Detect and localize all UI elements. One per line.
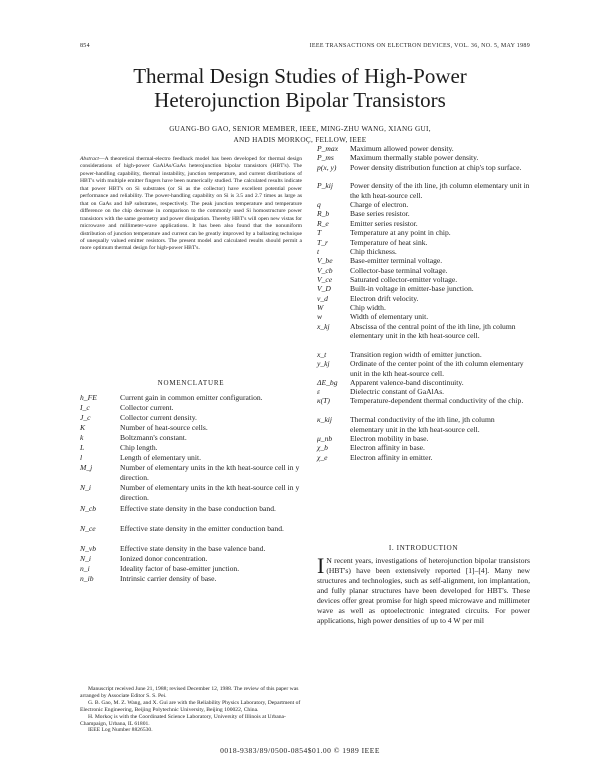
nomenclature-definition: Collector current. (120, 403, 174, 413)
nomenclature-symbol: J_c (80, 413, 91, 423)
nomenclature-symbol: n_i (80, 563, 90, 573)
copyright-line: 0018-9383/89/0500-0854$01.00 © 1989 IEEE (220, 746, 380, 755)
nomenclature-definition: Abscissa of the central point of the ith line, jth column elementary unit in the kth heat-source cell. (350, 321, 516, 341)
nomenclature-symbol: x_t (317, 349, 327, 359)
nomenclature-definition: Temperature-dependent thermal conductivity of the chip. (350, 396, 524, 406)
nomenclature-symbol: W (317, 302, 324, 312)
nomenclature-symbol: P_kij (317, 181, 334, 191)
footnote-log-number: IEEE Log Number 8826530. (88, 727, 153, 734)
nomenclature-definition: Built-in voltage in emitter-base junction. (350, 284, 474, 294)
nomenclature-symbol: κ_kij (317, 415, 333, 425)
nomenclature-definition: Effective state density in the emitter conduction band. (120, 523, 284, 533)
nomenclature-symbol: N_vb (80, 543, 97, 553)
nomenclature-symbol: y_kj (317, 359, 330, 369)
nomenclature-definition: Emitter series resistor. (350, 218, 418, 228)
authors-line-2: AND HADIS MORKOÇ, FELLOW, IEEE (233, 136, 367, 144)
nomenclature-heading: NOMENCLATURE (157, 379, 225, 387)
nomenclature-definition: Electron drift velocity. (350, 293, 419, 303)
nomenclature-symbol: V_D (317, 284, 331, 294)
introduction-heading: I. INTRODUCTION (388, 544, 459, 552)
footnote-affiliation-2: H. Morkoç is with the Coordinated Science Laboratory, University of Illinois at Urbana-Champaign, Urbana, IL 61801. (80, 713, 286, 727)
nomenclature-symbol: T (317, 228, 322, 238)
paper-title-line-1: Thermal Design Studies of High-Power (133, 64, 467, 88)
nomenclature-symbol: ΔE_bg (317, 377, 338, 387)
nomenclature-symbol: h_FE (80, 393, 97, 402)
nomenclature-symbol: N_cb (80, 503, 97, 513)
nomenclature-symbol: ε (317, 387, 320, 397)
nomenclature-symbol: t (317, 246, 320, 256)
nomenclature-definition: Collector current density. (120, 413, 197, 423)
nomenclature-symbol: P_ms (317, 153, 334, 163)
nomenclature-definition: Base-emitter terminal voltage. (350, 256, 443, 266)
nomenclature-symbol: V_ce (317, 274, 333, 284)
footnote-received: Manuscript received June 21, 1988; revised December 12, 1988. The review of this paper was arranged by Associate Editor S. S. Pei. (80, 686, 299, 699)
nomenclature-symbol: v_d (317, 293, 328, 303)
nomenclature-definition: Intrinsic carrier density of base. (120, 573, 217, 583)
nomenclature-definition: Electron affinity in base. (350, 443, 425, 453)
nomenclature-definition: Apparent valence-band discontinuity. (350, 377, 464, 387)
nomenclature-definition: Maximum thermally stable power density. (350, 153, 479, 163)
nomenclature-symbol: V_be (317, 256, 333, 266)
nomenclature-symbol: V_cb (317, 265, 333, 275)
nomenclature-symbol: M_j (80, 463, 93, 473)
nomenclature-definition: Electron affinity in emitter. (350, 452, 433, 462)
nomenclature-symbol: q (317, 200, 321, 210)
abstract-text: —A theoretical thermal-electro feedback model has been developed for thermal design considerations of high-power GaAlAs/GaAs heterojunction bipolar transistors (HBT's). The power-handling capability, thermal instability, junction temperature, and current distributions of HBT's with multiple emitter fingers have been numerically studied. The calculated results indicate that power HBT's on Si substrates (or Si as the collector) have excellent potential power performance and reliability. The power-handling capability on Si is 3.5 and 2.7 times as large as that on GaAs and InP substrates, respectively. The peak junction temperature and temperature difference on the chip decrease in comparison to the commonly used Si homostructure power transistors with the same geometry and power dissipation. Thereby HBT's will open new vistas for microwave and millimeter-wave applications. It has been also found that the nonuniform distribution of junction temperature and current can be greatly improved by a ballasting technique of unequally valued emitter resistors. The present model and calculated results should permit a more optimum thermal design for high-power HBT's. (80, 156, 302, 252)
nomenclature-symbol: p(x, y) (317, 162, 337, 172)
authors-line-1: GUANG-BO GAO, SENIOR MEMBER, IEEE, MING-ZHU WANG, XIANG GUI, (169, 125, 431, 133)
introduction-text (317, 553, 530, 626)
nomenclature-definition: Effective state density in the base conduction band. (120, 503, 276, 513)
nomenclature-symbol: P_max (317, 144, 339, 153)
nomenclature-symbol: T_r (317, 237, 328, 247)
nomenclature-definition: Number of heat-source cells. (120, 423, 208, 433)
nomenclature-definition: Transition region width of emitter junction. (350, 349, 482, 359)
nomenclature-definition: Boltzmann's constant. (120, 433, 187, 443)
nomenclature-definition: Temperature at any point in chip. (350, 228, 451, 238)
nomenclature-definition: Width of elementary unit. (350, 312, 429, 322)
nomenclature-definition: Power density distribution function at chip's top surface. (350, 162, 522, 172)
nomenclature-symbol: n_ib (80, 573, 94, 583)
nomenclature-definition: Effective state density in the base valence band. (120, 543, 266, 553)
nomenclature-definition: Number of elementary units in the kth heat-source cell in y direction. (120, 463, 300, 483)
nomenclature-symbol: χ_e (317, 452, 328, 462)
nomenclature-symbol: R_b (317, 209, 330, 219)
nomenclature-definition: Ideality factor of base-emitter junction. (120, 563, 240, 573)
nomenclature-definition: Ionized donor concentration. (120, 553, 208, 563)
nomenclature-definition: Saturated collector-emitter voltage. (350, 274, 458, 284)
abstract (80, 156, 302, 253)
nomenclature-definition: Temperature of heat sink. (350, 237, 428, 247)
nomenclature-symbol: μ_nb (317, 433, 333, 443)
nomenclature-symbol: w (317, 312, 323, 322)
nomenclature-definition: Charge of electron. (350, 200, 409, 210)
nomenclature-definition: Current gain in common emitter configuration. (120, 393, 263, 402)
nomenclature-symbol: κ(T) (317, 396, 330, 406)
nomenclature-definition: Base series resistor. (350, 209, 410, 219)
introduction-body: N recent years, investigations of heterojunction bipolar transistors (HBT's) have been extensively reported [1]–[4]. Many new structures and technologies, such as self-alignment, ion implantation, and fully planar structures have been developed for HBT's. These devices offer great promise for high speed microwave and millimeter wave as well as optoelectronic integrated circuits. For power applications, high power densities of up to 4 W per mil (317, 556, 530, 625)
footnote (80, 686, 302, 734)
nomenclature-definition: Number of elementary units in the kth heat-source cell in y direction. (120, 483, 300, 503)
nomenclature-definition: Thermal conductivity of the ith line, jth column elementary unit in the kth heat-source cell. (350, 415, 495, 434)
nomenclature-definition: Power density of the ith line, jth column elementary unit in the kth heat-source cell. (350, 181, 530, 201)
page-number: 854 (80, 43, 90, 49)
nomenclature-symbol: N_ce (80, 523, 96, 533)
nomenclature-symbol: N_i (80, 483, 91, 493)
paper-title-line-2: Heterojunction Bipolar Transistors (154, 88, 446, 112)
nomenclature-symbol: k (80, 433, 84, 443)
nomenclature-symbol: R_e (317, 218, 329, 228)
nomenclature-symbol: N_i (80, 553, 91, 563)
nomenclature-definition: Collector-base terminal voltage. (350, 265, 448, 275)
nomenclature-symbol: L (80, 443, 85, 453)
nomenclature-symbol: l (80, 453, 83, 463)
nomenclature-definition: Length of elementary unit. (120, 453, 201, 463)
nomenclature-symbol: K (80, 423, 86, 433)
nomenclature-definition: Ordinate of the center point of the ith column elementary unit in the kth heat-source cell. (350, 359, 524, 378)
footnote-affiliation-1: G. B. Gao, M. Z. Wang, and X. Gui are with the Reliability Physics Laboratory, Department of Electronic Engineering, Beijing Polytechnic University, Beijing 100022, China. (80, 699, 301, 713)
drop-cap: I (317, 553, 325, 578)
nomenclature-symbol: I_c (80, 403, 90, 413)
abstract-label: Abstract (80, 156, 99, 162)
running-header: IEEE TRANSACTIONS ON ELECTRON DEVICES, VOL. 36, NO. 5, MAY 1989 (309, 43, 530, 49)
nomenclature-definition: Maximum allowed power density. (350, 144, 454, 153)
nomenclature-symbol: χ_b (317, 443, 328, 453)
nomenclature-definition: Chip thickness. (350, 246, 397, 256)
nomenclature-definition: Dielectric constant of GaAlAs. (350, 387, 445, 397)
nomenclature-definition: Chip width. (350, 302, 386, 312)
nomenclature-definition: Chip length. (120, 443, 158, 453)
nomenclature-symbol: x_kj (317, 321, 330, 331)
nomenclature-definition: Electron mobility in base. (350, 433, 429, 443)
